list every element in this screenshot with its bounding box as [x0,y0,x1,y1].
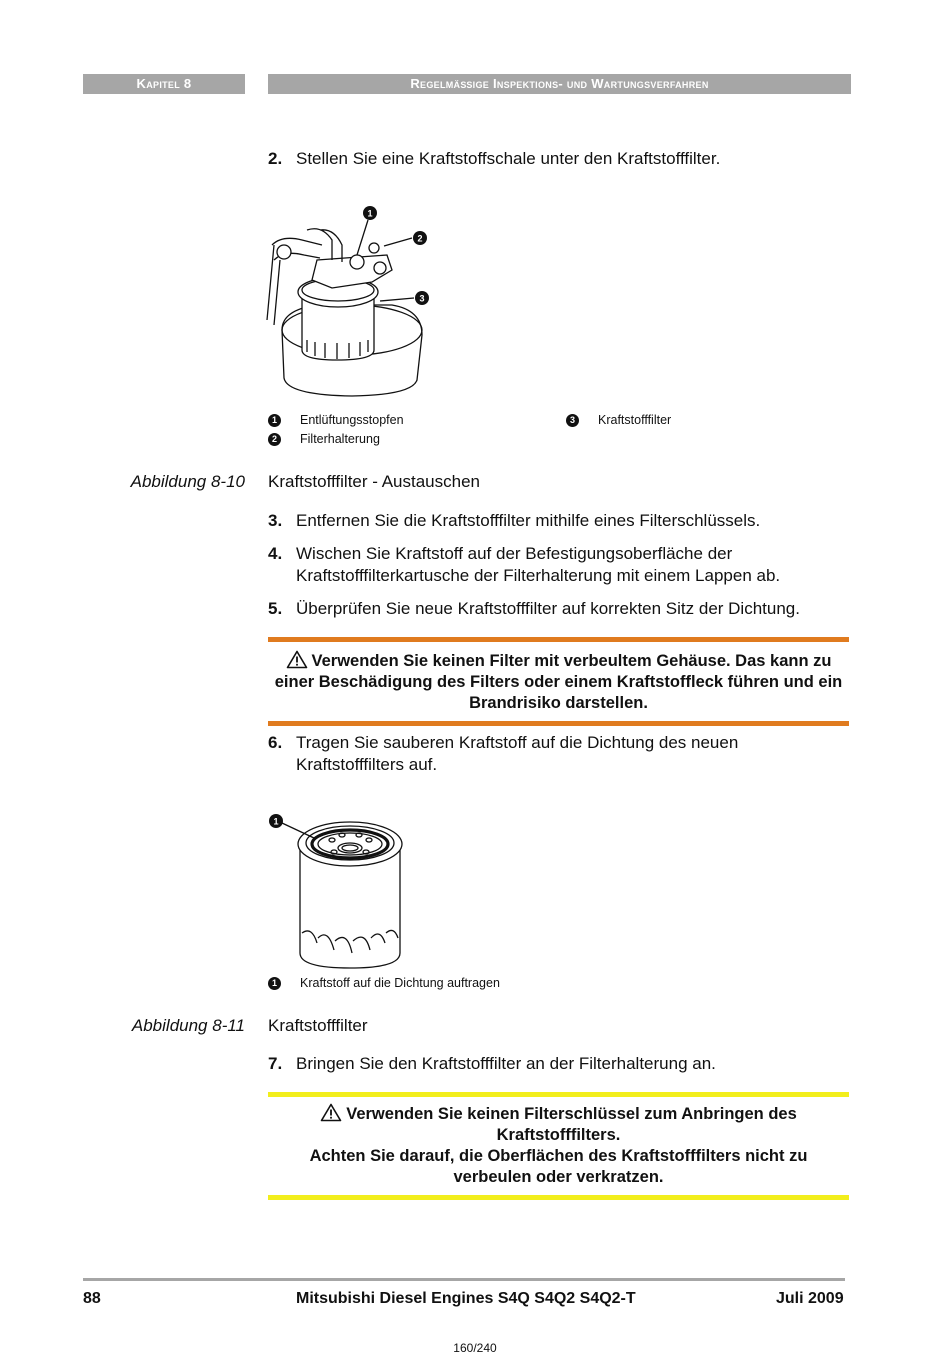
callout-3: 3 [419,293,425,304]
step-7 [268,1053,848,1075]
step-5 [268,598,848,620]
step-text: Entfernen Sie die Kraftstofffilter mithilfe eines Filterschlüssels. [296,511,761,530]
step-text: Tragen Sie sauberen Kraftstoff auf die Dichtung des neuen Kraftstofffilters auf. [296,733,739,774]
chapter-header: Kapitel 8 [83,74,245,94]
warning-triangle-icon [286,650,308,669]
number-badge: 1 [268,977,281,990]
figure-title: Kraftstofffilter - Austauschen [268,472,480,491]
legend-label: Kraftstofffilter [598,413,672,427]
step-number: 5. [268,599,283,618]
step-number: 6. [268,733,283,752]
page-number: 88 [83,1290,101,1307]
number-badge: 3 [566,414,579,427]
step-text: Stellen Sie eine Kraftstoffschale unter den Kraftstofffilter. [296,149,721,168]
warning-box-yellow [268,1092,849,1200]
step-6 [268,732,848,776]
fuel-filter-gasket-illustration [262,808,412,973]
fuel-filter-replacement-illustration [262,200,442,405]
step-number: 3. [268,511,283,530]
footer-rule [83,1278,845,1281]
warning-line-1 [270,1103,847,1146]
step-number: 7. [268,1054,283,1073]
section-header: Regelmäßige Inspektions- und Wartungsverfahren [268,74,851,94]
legend-item-1 [268,975,500,991]
warning-triangle-icon [320,1103,342,1122]
footer-title: Mitsubishi Diesel Engines S4Q S4Q2 S4Q2-T [296,1290,636,1307]
step-4 [268,543,848,587]
legend-label: Filterhalterung [300,432,380,446]
legend-label: Kraftstoff auf die Dichtung auftragen [300,976,500,990]
callout-2: 2 [417,233,423,244]
step-text: Wischen Sie Kraftstoff auf der Befestigungsoberfläche der Kraftstofffilterkartusche der Filterhalterung mit einem Lappen ab. [296,544,781,585]
warning-text: Verwenden Sie keinen Filter mit verbeultem Gehäuse. Das kann zu einer Beschädigung des Filters oder einem Kraftstoffleck führen und ein Brandrisiko darstellen. [274,652,843,712]
legend-label: Entlüftungsstopfen [300,413,404,427]
warning-line-2: Achten Sie darauf, die Oberflächen des Kraftstofffilters nicht zu verbeulen oder verkratzen. [309,1147,808,1186]
number-badge: 2 [268,433,281,446]
legend-item-1 [268,412,404,428]
callout-1: 1 [367,208,373,219]
step-text: Bringen Sie den Kraftstofffilter an der Filterhalterung an. [296,1054,716,1073]
footer-date: Juli 2009 [776,1290,844,1307]
figure-label: Abbildung 8-11 [131,1016,245,1035]
step-3 [268,510,848,532]
legend-item-3 [566,412,672,428]
figure-label: Abbildung 8-10 [130,472,245,491]
step-text: Überprüfen Sie neue Kraftstofffilter auf korrekten Sitz der Dichtung. [296,599,800,618]
warning-text: Verwenden Sie keinen Filterschlüssel zum Anbringen des Kraftstofffilters. [346,1105,797,1144]
warning-box-orange [268,637,849,726]
number-badge: 1 [268,414,281,427]
step-number: 4. [268,544,283,563]
page-count: 160/240 [453,1341,497,1355]
callout-1: 1 [273,816,279,827]
step-2 [268,148,848,170]
legend-item-2 [268,431,380,447]
step-number: 2. [268,149,283,168]
figure-title: Kraftstofffilter [268,1016,368,1035]
